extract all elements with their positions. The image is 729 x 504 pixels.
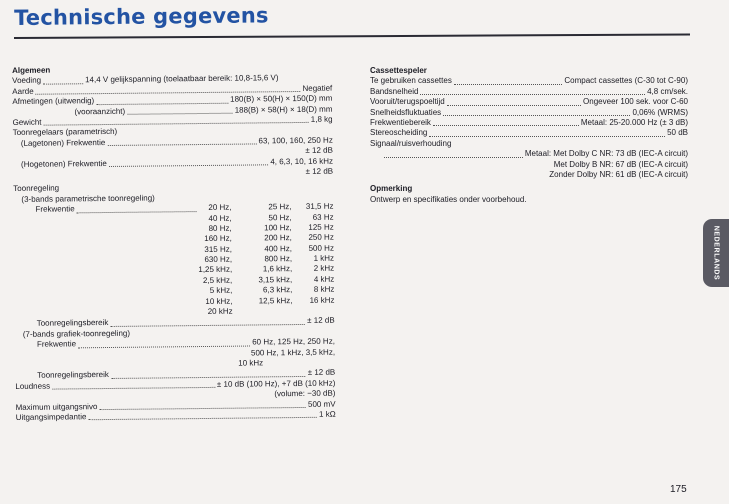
freq-cell: 6,3 kHz, (262, 285, 293, 295)
lagetonen-db: ± 12 dB (305, 145, 333, 156)
spec-row-impedantie: Uitgangsimpedantie 1 kΩ (15, 409, 336, 422)
spec-row-maximum: Maximum uitgangsnivo 500 mV (15, 399, 336, 412)
freq-cell: 2 kHz (313, 264, 335, 274)
freq-cell: 80 Hz, (208, 223, 232, 233)
freq-cell: 8 kHz (313, 284, 335, 295)
freq-cell: 630 Hz, (204, 254, 233, 265)
page-title: Technische gegevens (14, 3, 269, 30)
freq-cell: 16 kHz (309, 295, 335, 305)
toonregelaars-heading: Toonregelaars (parametrisch) (12, 127, 118, 138)
spec-row-gewicht: Gewicht 1,8 kg (12, 114, 333, 127)
cassette-spec-label: Frekwentiebereik (370, 117, 431, 127)
cassette-spec-value: 50 dB (667, 128, 688, 138)
algemeen-heading: Algemeen (12, 65, 51, 75)
freq-cell: 500 Hz (308, 243, 334, 253)
freq-cell: 4 kHz (313, 274, 335, 284)
freq-cell: 50 Hz, (268, 212, 292, 222)
spec-row-aarde: Aarde Negatief (12, 83, 333, 96)
spec-row-vooraanzicht: (vooraanzicht) 188(B) × 58(H) × 18(D) mm (74, 104, 333, 116)
cassette-spec-value: 0,06% (WRMS) (632, 107, 688, 117)
loudness-note: (volume: −30 dB) (274, 388, 336, 399)
freq-cell: 63 Hz (312, 212, 334, 222)
frequency-table (13, 202, 334, 320)
freq-cell: 1,25 kHz, (198, 265, 233, 275)
signaal-row-metaal: Metaal: Met Dolby C NR: 73 dB (IEC-A circuit) (370, 149, 688, 159)
cassette-spec-value: Metaal: 25-20.000 Hz (± 3 dB) (580, 117, 688, 127)
freq-cell: 1,6 kHz, (262, 264, 293, 274)
freq-cell: 800 Hz, (264, 254, 293, 264)
signaal-label: Signaal/ruisverhouding (370, 138, 452, 148)
cassette-spec-label: Snelheidsfluktuaties (370, 107, 442, 117)
freq-cell: 20 kHz (207, 306, 233, 317)
freq-cell: 250 Hz (308, 232, 334, 243)
cassette-spec-row (370, 128, 688, 138)
cassette-spec-list (370, 76, 688, 138)
spec-row-voeding: Voeding 14,4 V gelijkspanning (toelaatbaar bereik: 10,8-15,6 V) (12, 73, 279, 86)
cassette-spec-label: Stereoscheiding (370, 128, 428, 138)
toonregeling-sub: (3-bands parametrische toonregeling) (21, 193, 155, 204)
cassette-spec-label: Bandsnelheid (370, 86, 419, 96)
freq-cell: 20 Hz, (208, 202, 232, 213)
freq-cell: 40 Hz, (208, 213, 232, 223)
freq-cell: 31,5 Hz (305, 201, 334, 212)
freq-cell: 5 kHz, (209, 285, 233, 296)
language-tab (703, 219, 729, 287)
freq-cell: 400 Hz, (264, 243, 292, 254)
hogetonen-db: ± 12 dB (305, 166, 334, 176)
freq-cell: 200 Hz, (264, 233, 292, 243)
spec-row-loudness: Loudness ± 10 dB (100 Hz), +7 dB (10 kHz) (15, 378, 336, 391)
freq-cell: 25 Hz, (268, 202, 292, 212)
toonregeling-heading: Toonregeling (13, 183, 60, 194)
freq-cell: 160 Hz, (204, 234, 232, 244)
frekwentie2-line2: 500 Hz, 1 kHz, 3,5 kHz, (250, 347, 336, 358)
opmerking-heading: Opmerking (370, 184, 413, 194)
signaal-row-zonder: Zonder Dolby NR: 61 dB (IEC-A circuit) (549, 169, 688, 179)
freq-cell: 12,5 kHz, (258, 295, 293, 306)
signaal-row-dolby-b: Met Dolby B NR: 67 dB (IEC-A circuit) (553, 159, 688, 169)
spec-row-afmetingen: Afmetingen (uitwendig) 180(B) × 50(H) × 150(D) mm (12, 93, 333, 107)
spec-row-frekwentie2: Frekwentie 60 Hz, 125 Hz, 250 Hz, (36, 336, 335, 349)
freq-cell: 1 kHz (313, 253, 335, 263)
freq-cell: 100 Hz, (264, 223, 292, 233)
freq-cell: 10 kHz, (205, 296, 233, 306)
cassette-spec-label: Te gebruiken cassettes (370, 76, 452, 86)
cassette-spec-value: 4,8 cm/sek. (647, 86, 688, 96)
freq-cell: 125 Hz (308, 222, 334, 232)
frekwentie2-line3: 10 kHz (238, 358, 264, 368)
title-rule (14, 33, 690, 39)
cassette-spec-label: Vooruit/terugspoeltijd (370, 97, 445, 107)
toonregeling-sub2: (7-bands grafiek-toonregeling) (22, 328, 131, 339)
left-column (12, 63, 336, 424)
opmerking-text: Ontwerp en specifikaties onder voorbehoud. (370, 194, 527, 204)
spec-row-frekwentie: Frekwentie (13, 202, 333, 216)
freq-cell: 3,15 kHz, (258, 274, 293, 285)
freq-cell: 315 Hz, (204, 244, 232, 254)
spec-row-bereik2: Toonregelingsbereik ± 12 dB (37, 368, 336, 381)
spec-row-hogetonen: (Hogetonen) Frekwentie 4, 6,3, 10, 16 kHz (20, 156, 334, 169)
cassette-spec-value: Ongeveer 100 sek. voor C-60 (583, 97, 688, 107)
spec-row-bereik: Toonregelingsbereik ± 12 dB (36, 316, 335, 329)
spec-row-lagetonen: (Lagetonen) Frekwentie 63, 100, 160, 250 Hz (20, 135, 333, 148)
cassette-spec-value: Compact cassettes (C-30 tot C-90) (564, 76, 688, 86)
freq-cell: 2,5 kHz, (202, 275, 233, 285)
language-tab-label: NEDERLANDS (712, 225, 720, 281)
cassette-heading: Cassettespeler (370, 66, 427, 75)
page-number: 175 (670, 484, 687, 495)
right-column (370, 66, 688, 205)
